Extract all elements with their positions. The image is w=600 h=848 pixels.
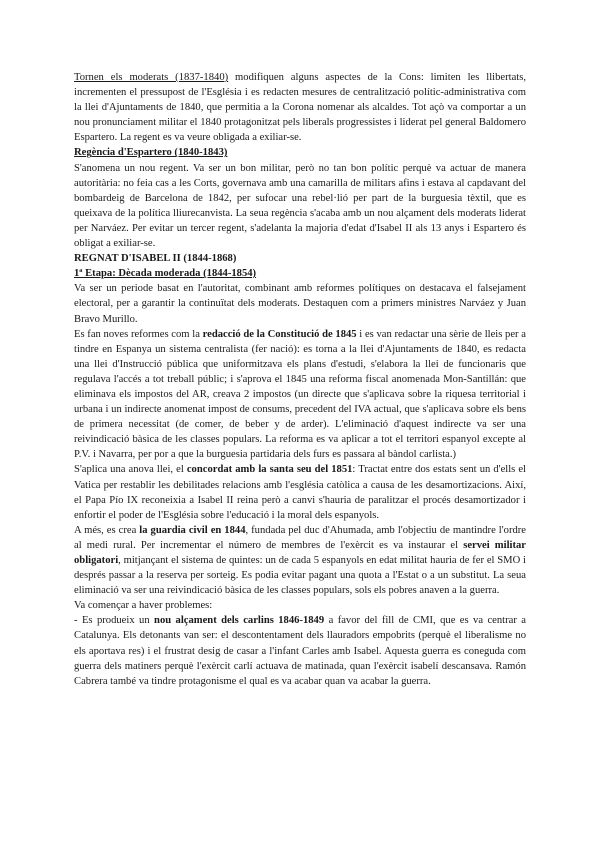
paragraph-moderats <box>74 70 526 145</box>
paragraph-guardia-civil: A més, es crea la guardia civil en 1844, fundada pel duc d'Ahumada, amb l'objectiu de mantindre l'ordre al medi rural. Per incrementar el número de membres de l'exèrcit es va instaurar el servei militar obligatori, mitjançant el sistema de quintes: un de cada 5 espanyols en edat militat hauria de fer el SMO i després passar a la reserva per sorteig. Es podia evitar pagant una quota a l'Estat o a un substitut. La seua eliminació va ser una reivindicació bàsica de les classes populars, sols els pobres anaven a la guerra. <box>74 524 526 597</box>
paragraph-regencia: S'anomena un nou regent. Va ser un bon militar, però no tan bon polític perquè va actuar de manera autoritària: no feia cas a les Corts, governava amb una camarilla de militars afins i estava al capdavant del bombardeig de Barcelona de 1842, per sufocar una rebel·lió per part de la burguesia tèxtil, que es queixava de la política lliurecanvista. La seua regència s'acaba amb un nou alçament dels moderats liderat per Narváez. Per evitar un tercer regent, s'adelanta la majoria d'edat d'Isabel II als 13 anys i Espartero és obligat a exiliar-se. <box>74 162 526 250</box>
concordat-highlight: concordat amb la santa seu del 1851 <box>186 464 353 476</box>
moderats-text: modifiquen alguns aspectes de la Cons: limiten les llibertats, incrementen el pressupost de l'Església i es redacten mesures de centralització polític-administrativa com la llei d'Ajuntaments de 1840, que permitia a la Corona nomenar als alcaldes. Tot açò va comportar a un nou pronunciament militar el 1840 protagonitzat pels liberals progressistes i liderat pel general Baldomero Espartero. La regent es va veure obligada a exiliar-se. <box>74 72 526 144</box>
heading-regnat-isabel: REGNAT D'ISABEL II (1844-1868) <box>74 253 237 265</box>
heading-etapa-moderada: 1ª Etapa: Dècada moderada (1844-1854) <box>74 268 257 280</box>
paragraph-problemes: Va començar a haver problemes: <box>74 600 213 612</box>
paragraph-periode: Va ser un periode basat en l'autoritat, combinant amb reformes polítiques on destacava el falsejament electoral, per a garantir la continuïtat dels moderats. Destaquen com a primers ministres Narváez y Juan Bravo Murillo. <box>74 283 526 325</box>
constitucio-1845-highlight: redacció de la Constitució de 1845 <box>202 328 357 340</box>
paragraph-concordat: S'aplica una anova llei, el concordat amb la santa seu del 1851: Tractat entre dos estats sent un d'ells el Vatica per restablir les debilitades relacions amb l'església catòlica a causa de les desamortizacions. Així, el Papa Pío IX reconeixia a Isabel II reina però a canvi s'hauria de paralitzar el procés desamortizador i enfortir el poder de l'Església sobre l'educació i la moral dels espanyols. <box>74 464 526 521</box>
servei-militar-highlight: servei militar obligatori <box>74 539 526 566</box>
guardia-civil-highlight: la guardia civil en 1844 <box>139 524 246 536</box>
paragraph-carlins: - Es produeix un nou alçament dels carlins 1846-1849 a favor del fill de CMI, que es va centrar a Catalunya. Els detonants van ser: el descontentament dels llauradors empobrits (perquè el liberalisme no els aportava res) i el frustrat desig de casar a l'infant Carles amb Isabel. Aquesta guerra es coneguda com guerra dels matiners perquè l'exèrcit carlí actuava de matinada, quan l'exèrcit isabelí descansava. Ramón Cabrera també va tindre protagonisme el qual es va acabar quan va acabar la guerra. <box>74 615 526 687</box>
paragraph-reformes: Es fan noves reformes com la redacció de la Constitució de 1845 i es van redactar una sèrie de lleis per a tindre en Espanya un sistema centralista (fer nació): es torna a la llei d'Ajuntaments de 1840, es redacta una llei d'Instrucció pública que uniformitzava els plans d'estudi, s'elabora la llei de funcionaris que regulava l'accés a tot treball públic; i s'aprova el 1845 una reforma fiscal anomenada Mon-Santillán: que eliminava els impostos del AR, creava 2 impostos (un directe que s'aplicava sobre la riquesa territorial i urbana i un indirecte anomenat impost de consums, precedent del IVA actual, que s'aplicava sobre els bens de primera necessitat (de comer, de beber y de arder). L'eliminació d'aquest indirecte va ser una reivindicació bàsica de les classes populars. La reforma es va aplicar a tot el territori espanyol excepte al P.V. i Navarra, per por a que la burguesia partidaria dels furs es passara al bàndol carlista.) <box>74 328 526 461</box>
moderats-heading: Tornen els moderats (1837-1840) <box>74 72 229 83</box>
heading-regencia-espartero: Regència d'Espartero (1840-1843) <box>74 147 228 159</box>
carlins-highlight: nou alçament dels carlins 1846-1849 <box>154 615 325 627</box>
